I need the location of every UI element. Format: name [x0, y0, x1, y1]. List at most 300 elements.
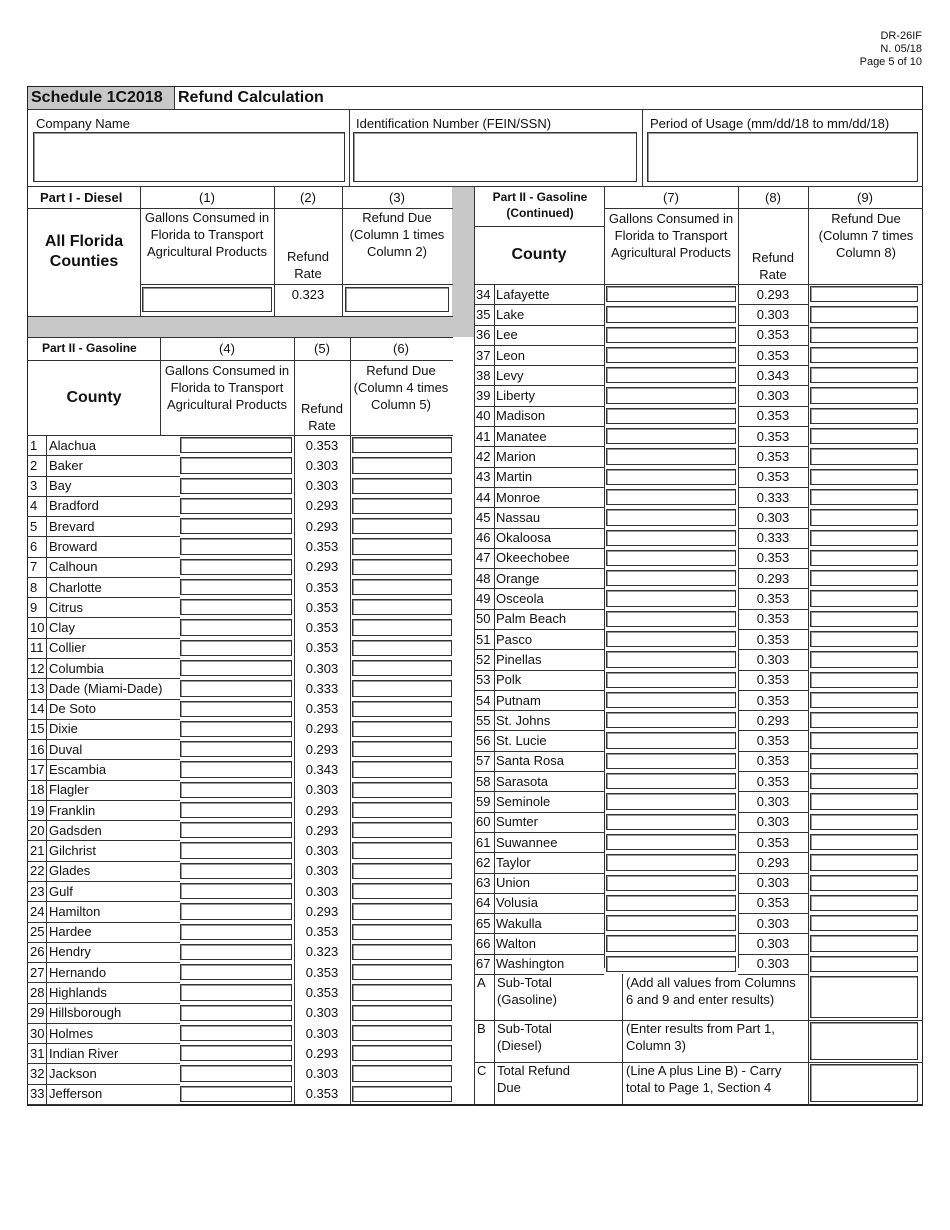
refund-due-input[interactable]: [810, 347, 918, 363]
row-rate-divider-r: [350, 557, 351, 577]
row-rate-divider-l: [294, 435, 295, 455]
county-number: 27: [30, 964, 45, 980]
gallons-input[interactable]: [606, 732, 736, 748]
refund-due-input[interactable]: [352, 619, 452, 635]
county-number: 58: [476, 773, 491, 789]
county-name: Walton: [496, 936, 536, 952]
row-rate-divider-r: [350, 1084, 351, 1104]
row-rate-divider-l: [294, 820, 295, 840]
refund-due-input[interactable]: [810, 773, 918, 789]
diesel-gallons-input[interactable]: [142, 287, 272, 312]
gallons-input[interactable]: [606, 814, 736, 830]
refund-due-input[interactable]: [352, 660, 452, 676]
table-row: [27, 638, 453, 658]
gallons-input[interactable]: [180, 619, 292, 635]
row-no-divider: [46, 1003, 47, 1023]
gallons-input[interactable]: [180, 761, 292, 777]
total-description: (Line A plus Line B) - Carry total to Page 1, Section 4: [626, 1063, 782, 1095]
refund-due-input[interactable]: [810, 530, 918, 546]
gallons-input[interactable]: [180, 964, 292, 980]
refund-rate: 0.353: [756, 408, 790, 424]
gallons-input[interactable]: [606, 895, 736, 911]
refund-due-input[interactable]: [352, 478, 452, 494]
refund-due-input[interactable]: [352, 863, 452, 879]
refund-due-input[interactable]: [810, 327, 918, 343]
gallons-input[interactable]: [180, 559, 292, 575]
refund-due-input[interactable]: [810, 509, 918, 525]
gallons-input[interactable]: [606, 773, 736, 789]
county-number: 38: [476, 367, 491, 383]
county-name: Citrus: [49, 599, 83, 615]
gas-left-county-header: County: [66, 389, 122, 406]
refund-due-input[interactable]: [352, 437, 452, 453]
refund-due-input[interactable]: [810, 489, 918, 505]
id-number-input[interactable]: [353, 132, 637, 182]
gallons-input[interactable]: [606, 631, 736, 647]
gallons-input[interactable]: [606, 793, 736, 809]
refund-due-input[interactable]: [352, 518, 452, 534]
table-row: [474, 954, 923, 974]
county-name: Osceola: [496, 591, 544, 607]
refund-rate: 0.353: [756, 428, 790, 444]
gallons-input[interactable]: [606, 286, 736, 302]
refund-rate: 0.303: [305, 863, 339, 879]
gas-right-part-label: Part II - Gasoline (Continued): [492, 190, 588, 220]
gallons-input[interactable]: [606, 672, 736, 688]
gallons-input[interactable]: [606, 327, 736, 343]
county-name: Washington: [496, 956, 565, 972]
refund-rate: 0.353: [305, 538, 339, 554]
gallons-input[interactable]: [180, 680, 292, 696]
county-name: Jefferson: [49, 1086, 103, 1102]
refund-due-input[interactable]: [352, 1045, 452, 1061]
refund-rate: 0.353: [305, 620, 339, 636]
gallons-input[interactable]: [180, 538, 292, 554]
table-row: [474, 426, 923, 446]
county-name: Gadsden: [49, 822, 102, 838]
gallons-input[interactable]: [606, 935, 736, 951]
schedule-title: Schedule 1C2018: [31, 89, 163, 106]
gas-col6-num: (6): [393, 341, 409, 356]
row-no-divider: [494, 954, 495, 974]
refund-rate: 0.293: [756, 570, 790, 586]
table-row: [27, 820, 453, 840]
row-rate-divider-r: [350, 739, 351, 759]
table-row: [474, 690, 923, 710]
total-input[interactable]: [810, 976, 918, 1018]
gallons-input[interactable]: [606, 915, 736, 931]
row-rate-divider-r: [350, 1023, 351, 1043]
diesel-refund-input[interactable]: [345, 287, 449, 312]
diesel-rate: 0.323: [291, 287, 325, 302]
refund-due-input[interactable]: [352, 1025, 452, 1041]
table-row: [27, 861, 453, 881]
refund-rate: 0.293: [305, 822, 339, 838]
county-number: 61: [476, 834, 491, 850]
gallons-input[interactable]: [606, 570, 736, 586]
gallons-input[interactable]: [606, 306, 736, 322]
refund-due-input[interactable]: [352, 883, 452, 899]
total-row: [474, 1062, 923, 1104]
row-rate-divider-r: [350, 759, 351, 779]
gallons-input[interactable]: [180, 660, 292, 676]
refund-due-input[interactable]: [810, 956, 918, 972]
gallons-input[interactable]: [180, 457, 292, 473]
table-row: [27, 800, 453, 820]
gallons-input[interactable]: [180, 1086, 292, 1102]
refund-due-input[interactable]: [810, 550, 918, 566]
table-row: [27, 597, 453, 617]
county-number: 26: [30, 944, 45, 960]
refund-due-input[interactable]: [352, 721, 452, 737]
title-rule: [27, 109, 923, 110]
gallons-input[interactable]: [180, 822, 292, 838]
refund-rate: 0.353: [756, 327, 790, 343]
row-no-divider: [494, 467, 495, 487]
refund-due-input[interactable]: [810, 469, 918, 485]
county-number: 36: [476, 327, 491, 343]
row-no-divider: [494, 812, 495, 832]
row-rate-divider-l: [294, 901, 295, 921]
row-rate-divider-l: [294, 516, 295, 536]
refund-due-input[interactable]: [352, 457, 452, 473]
refund-due-input[interactable]: [352, 1065, 452, 1081]
county-name: Hamilton: [49, 903, 101, 919]
gallons-input[interactable]: [180, 518, 292, 534]
county-number: 5: [30, 518, 38, 534]
refund-due-input[interactable]: [352, 842, 452, 858]
county-number: 24: [30, 903, 45, 919]
gallons-input[interactable]: [606, 834, 736, 850]
gallons-input[interactable]: [180, 1025, 292, 1041]
refund-rate: 0.303: [305, 843, 339, 859]
refund-rate: 0.293: [305, 518, 339, 534]
refund-due-input[interactable]: [810, 793, 918, 809]
gallons-input[interactable]: [606, 408, 736, 424]
county-number: 2: [30, 457, 38, 473]
field-divider-1: [349, 109, 350, 187]
diesel-col1-desc: Gallons Consumed in Florida to Transport Agricultural Products: [144, 210, 270, 259]
refund-due-input[interactable]: [352, 782, 452, 798]
gallons-input[interactable]: [180, 782, 292, 798]
gallons-input[interactable]: [606, 347, 736, 363]
refund-due-input[interactable]: [810, 692, 918, 708]
gallons-input[interactable]: [180, 721, 292, 737]
table-row: [474, 528, 923, 548]
gallons-input[interactable]: [180, 741, 292, 757]
gas-left-v2: [294, 337, 295, 435]
refund-due-input[interactable]: [810, 712, 918, 728]
row-rate-divider-l: [294, 840, 295, 860]
refund-due-input[interactable]: [810, 753, 918, 769]
refund-rate: 0.303: [756, 793, 790, 809]
period-input[interactable]: [647, 132, 918, 182]
total-input[interactable]: [810, 1064, 918, 1102]
row-no-divider: [494, 649, 495, 669]
county-name: Putnam: [496, 692, 541, 708]
refund-due-input[interactable]: [810, 814, 918, 830]
gallons-input[interactable]: [606, 590, 736, 606]
row-no-divider: [46, 597, 47, 617]
gallons-input[interactable]: [180, 802, 292, 818]
refund-due-input[interactable]: [352, 498, 452, 514]
diesel-col2-desc: Refund Rate: [287, 249, 329, 281]
refund-rate: 0.353: [756, 733, 790, 749]
county-number: 7: [30, 559, 38, 575]
gas-left-part-label: Part II - Gasoline: [42, 341, 137, 355]
gallons-input[interactable]: [606, 428, 736, 444]
gallons-input[interactable]: [606, 489, 736, 505]
diesel-part-label: Part I - Diesel: [40, 190, 123, 205]
refund-due-input[interactable]: [810, 631, 918, 647]
refund-due-input[interactable]: [352, 579, 452, 595]
gallons-input[interactable]: [180, 863, 292, 879]
gallons-input[interactable]: [606, 854, 736, 870]
row-no-divider: [494, 609, 495, 629]
row-no-divider: [494, 304, 495, 324]
gallons-input[interactable]: [606, 753, 736, 769]
row-no-divider: [46, 577, 47, 597]
gallons-input[interactable]: [606, 448, 736, 464]
county-name: Baker: [49, 457, 83, 473]
row-rate-divider-l: [294, 1043, 295, 1063]
county-number: 48: [476, 570, 491, 586]
refund-due-input[interactable]: [352, 701, 452, 717]
refund-due-input[interactable]: [352, 761, 452, 777]
row-no-divider: [46, 962, 47, 982]
row-rate-divider-l: [294, 982, 295, 1002]
gallons-input[interactable]: [180, 1065, 292, 1081]
row-no-divider: [494, 893, 495, 913]
refund-due-input[interactable]: [352, 640, 452, 656]
gallons-input[interactable]: [180, 984, 292, 1000]
form-code: DR-26IF: [880, 30, 922, 42]
refund-due-input[interactable]: [352, 984, 452, 1000]
refund-rate: 0.353: [305, 701, 339, 717]
county-number: 16: [30, 741, 45, 757]
gas-col4-desc: Gallons Consumed in Florida to Transport Agricultural Products: [164, 363, 290, 412]
gallons-input[interactable]: [606, 956, 736, 972]
table-row: [474, 609, 923, 629]
table-row: [474, 730, 923, 750]
refund-due-input[interactable]: [352, 822, 452, 838]
refund-rate: 0.353: [305, 1086, 339, 1102]
refund-due-input[interactable]: [352, 802, 452, 818]
county-name: Seminole: [496, 793, 551, 809]
county-name: Sumter: [496, 814, 538, 830]
table-row: [474, 385, 923, 405]
gallons-input[interactable]: [180, 924, 292, 940]
refund-due-input[interactable]: [352, 559, 452, 575]
refund-rate: 0.343: [305, 761, 339, 777]
refund-rate: 0.353: [305, 640, 339, 656]
gallons-input[interactable]: [180, 640, 292, 656]
refund-due-input[interactable]: [810, 935, 918, 951]
refund-rate: 0.293: [756, 712, 790, 728]
county-name: Hillsborough: [49, 1005, 122, 1021]
refund-due-input[interactable]: [352, 944, 452, 960]
row-rate-divider-r: [350, 617, 351, 637]
gallons-input[interactable]: [180, 437, 292, 453]
gallons-input[interactable]: [606, 611, 736, 627]
table-row: [474, 325, 923, 345]
table-row: [27, 1084, 453, 1104]
refund-due-input[interactable]: [810, 732, 918, 748]
refund-rate: 0.353: [305, 579, 339, 595]
form-revision: N. 05/18: [880, 43, 922, 55]
county-name: Lee: [496, 327, 518, 343]
gallons-input[interactable]: [180, 701, 292, 717]
gallons-input[interactable]: [606, 692, 736, 708]
county-name: Calhoun: [49, 559, 98, 575]
refund-due-input[interactable]: [810, 590, 918, 606]
gallons-input[interactable]: [606, 530, 736, 546]
row-no-divider: [46, 739, 47, 759]
gallons-input[interactable]: [606, 509, 736, 525]
refund-due-input[interactable]: [352, 599, 452, 615]
gallons-input[interactable]: [606, 875, 736, 891]
county-name: Hardee: [49, 924, 92, 940]
refund-due-input[interactable]: [810, 408, 918, 424]
county-name: Bradford: [49, 498, 99, 514]
refund-due-input[interactable]: [810, 651, 918, 667]
county-name: Highlands: [49, 984, 107, 1000]
county-number: 20: [30, 822, 45, 838]
county-number: 31: [30, 1045, 45, 1061]
county-name: Wakulla: [496, 915, 542, 931]
gallons-input[interactable]: [180, 944, 292, 960]
refund-due-input[interactable]: [810, 834, 918, 850]
refund-rate: 0.353: [756, 591, 790, 607]
refund-due-input[interactable]: [810, 306, 918, 322]
refund-rate: 0.353: [756, 448, 790, 464]
refund-due-input[interactable]: [352, 964, 452, 980]
row-rate-divider-l: [294, 962, 295, 982]
county-number: 39: [476, 388, 491, 404]
refund-due-input[interactable]: [810, 570, 918, 586]
county-number: 25: [30, 924, 45, 940]
refund-rate: 0.293: [305, 1045, 339, 1061]
refund-due-input[interactable]: [352, 1086, 452, 1102]
table-row: [474, 670, 923, 690]
gallons-input[interactable]: [180, 478, 292, 494]
row-rate-divider-l: [294, 638, 295, 658]
county-number: 29: [30, 1005, 45, 1021]
county-name: St. Lucie: [496, 733, 547, 749]
row-rate-divider-l: [294, 942, 295, 962]
refund-due-input[interactable]: [810, 448, 918, 464]
county-name: Jackson: [49, 1066, 97, 1082]
gallons-input[interactable]: [180, 498, 292, 514]
refund-due-input[interactable]: [810, 367, 918, 383]
row-no-divider: [494, 345, 495, 365]
row-no-divider: [46, 516, 47, 536]
gallons-input[interactable]: [606, 387, 736, 403]
row-rate-divider-l: [294, 455, 295, 475]
company-name-label: Company Name: [36, 116, 130, 131]
refund-due-input[interactable]: [352, 741, 452, 757]
refund-due-input[interactable]: [810, 428, 918, 444]
table-row: [27, 557, 453, 577]
table-row: [27, 982, 453, 1002]
gallons-input[interactable]: [180, 1045, 292, 1061]
refund-due-input[interactable]: [352, 1005, 452, 1021]
refund-due-input[interactable]: [810, 895, 918, 911]
row-rate-divider-l: [294, 759, 295, 779]
refund-rate: 0.353: [756, 550, 790, 566]
refund-due-input[interactable]: [810, 854, 918, 870]
refund-due-input[interactable]: [810, 915, 918, 931]
county-name: Duval: [49, 741, 83, 757]
county-number: 11: [30, 640, 44, 656]
gallons-input[interactable]: [180, 903, 292, 919]
refund-rate: 0.353: [305, 964, 339, 980]
gallons-input[interactable]: [180, 599, 292, 615]
table-row: [474, 487, 923, 507]
table-row: [27, 516, 453, 536]
refund-due-input[interactable]: [352, 924, 452, 940]
diesel-v3: [342, 187, 343, 316]
gallons-input[interactable]: [180, 842, 292, 858]
county-name: Taylor: [496, 854, 531, 870]
total-input[interactable]: [810, 1022, 918, 1060]
gallons-input[interactable]: [606, 469, 736, 485]
refund-due-input[interactable]: [352, 680, 452, 696]
refund-due-input[interactable]: [810, 286, 918, 302]
county-number: 12: [30, 660, 45, 676]
refund-rate: 0.303: [756, 651, 790, 667]
row-no-divider: [46, 496, 47, 516]
county-number: 42: [476, 448, 491, 464]
gallons-input[interactable]: [180, 1005, 292, 1021]
row-rate-divider-l: [294, 922, 295, 942]
refund-rate: 0.353: [305, 924, 339, 940]
refund-due-input[interactable]: [810, 672, 918, 688]
refund-rate: 0.303: [756, 814, 790, 830]
row-rate-divider-r: [350, 982, 351, 1002]
table-row: [27, 759, 453, 779]
refund-due-input[interactable]: [352, 903, 452, 919]
row-no-divider: [46, 455, 47, 475]
row-no-divider: [46, 1063, 47, 1083]
row-no-divider: [46, 861, 47, 881]
gallons-input[interactable]: [606, 367, 736, 383]
refund-rate: 0.303: [305, 1066, 339, 1082]
table-row: [474, 913, 923, 933]
company-name-input[interactable]: [33, 132, 345, 182]
refund-due-input[interactable]: [810, 611, 918, 627]
county-name: Marion: [496, 448, 536, 464]
table-row: [27, 881, 453, 901]
table-row: [27, 435, 453, 455]
gallons-input[interactable]: [180, 579, 292, 595]
row-rate-divider-l: [294, 800, 295, 820]
county-name: Palm Beach: [496, 611, 567, 627]
gallons-input[interactable]: [180, 883, 292, 899]
gallons-input[interactable]: [606, 651, 736, 667]
row-rate-divider-r: [350, 638, 351, 658]
row-no-divider: [494, 690, 495, 710]
refund-due-input[interactable]: [352, 538, 452, 554]
gallons-input[interactable]: [606, 712, 736, 728]
row-no-divider: [494, 284, 495, 304]
row-no-divider: [46, 1043, 47, 1063]
refund-due-input[interactable]: [810, 875, 918, 891]
refund-due-input[interactable]: [810, 387, 918, 403]
gallons-input[interactable]: [606, 550, 736, 566]
county-number: 19: [30, 802, 45, 818]
row-rate-divider-r: [350, 820, 351, 840]
